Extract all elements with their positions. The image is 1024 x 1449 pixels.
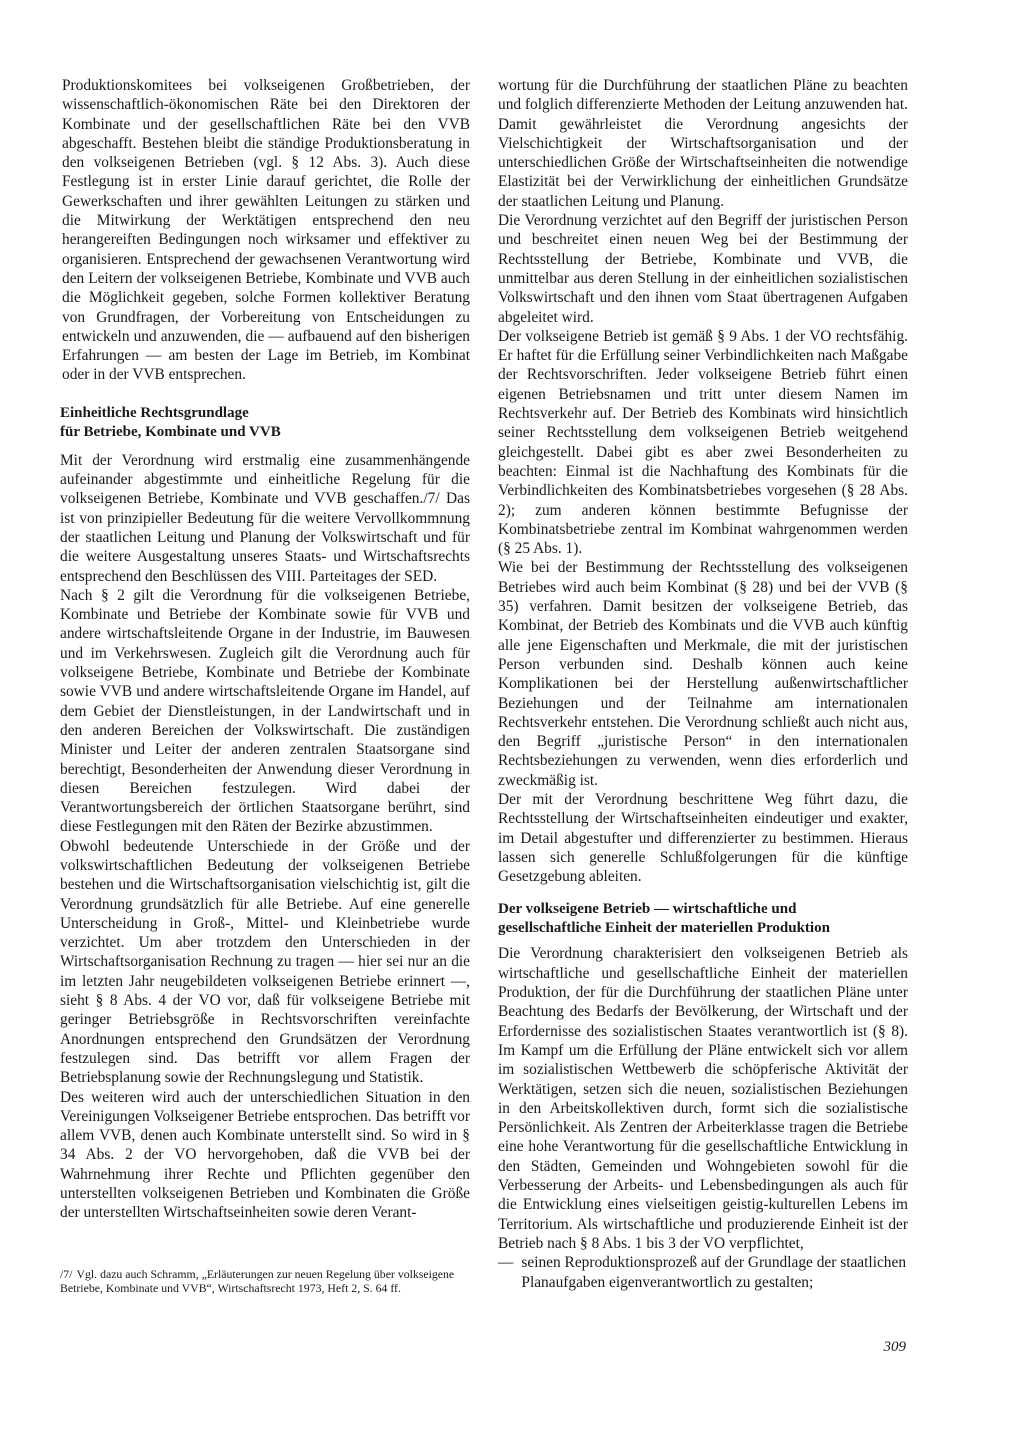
list-item-text: seinen Reproduktionsprozeß auf der Grundlage der staatlichen Planaufgaben eigenverantwortlich zu gestalten; (521, 1254, 907, 1291)
spacer (60, 442, 470, 451)
paragraph: Des weiteren wird auch der unterschiedlichen Situation in den Vereinigungen Volkseigener Betriebe entsprochen. Das betrifft vor allem VVB, denen auch Kombinate unterstellt sind. So wird in § 34 Abs. 2 der VO hervorgehoben, daß die VVB bei der Wahrnehmung ihrer Rechte und Pflichten gegenüber den unterstellten volkseigenen Betrieben und Kombinaten die Größe der unterstellten Wirtschaftseinheiten sowie deren Verant- (60, 1088, 470, 1222)
paragraph: Der volkseigene Betrieb ist gemäß § 9 Abs. 1 der VO rechtsfähig. Er haftet für die Erfüllung seiner Verbindlichkeiten nach Maßgabe der Rechtsvorschriften. Jeder volkseigene Betrieb führt einen eigenen Betriebsnamen und tritt unter diesem Namen im Rechtsverkehr auf. Der Betrieb des Kombinats wird hinsichtlich seiner Rechtsstellung dem volkseigenen Betrieb weitgehend gleichgestellt. Dabei gibt es aber zwei Besonderheiten zu beachten: Einmal ist die Nachhaftung des Kombinats für die Verbindlichkeiten des Kombinatsbetriebes vorgesehen (§ 28 Abs. 2); zum anderen können bestimmte Befugnisse der Kombinatsbetriebe zentral im Kombinat wahrgenommen werden (§ 25 Abs. 1). (498, 327, 908, 558)
paragraph: wortung für die Durchführung der staatlichen Pläne zu beachten und folglich differenzierte Methoden der Leitung anzuwenden hat. Damit gewährleistet die Verordnung angesichts der Vielschichtigkeit der Wirtschaftsorganisation und der unterschiedlichen Größe der Wirtschaftseinheiten die notwendige Elastizität bei der Verwirklichung der einheitlichen Grundsätze der staatlichen Leitung und Planung. (498, 77, 908, 210)
paragraph: Wie bei der Bestimmung der Rechtsstellung des volkseigenen Betriebes wird auch beim Kombinat (§ 28) und bei der VVB (§ 35) verfahren. Damit besitzen der volkseigene Betrieb, das Kombinat, der Betrieb des Kombinats und die VVB auch künftig alle jene Eigenschaften und Merkmale, die mit der juristischen Person verbunden sind. Deshalb können auch keine Komplikationen bei der Herstellung außenwirtschaftlicher Beziehungen und der Teilnahme am internationalen Rechtsverkehr entstehen. Die Verordnung schließt auch nicht aus, den Begriff „juristische Person“ in den internationalen Rechtsbeziehungen zu verwenden, wenn dies erforderlich und zweckmäßig ist. (498, 559, 908, 789)
paragraph: Obwohl bedeutende Unterschiede in der Größe und der volkswirtschaftlichen Bedeutung der volkseigenen Betriebe bestehen und die Wirtschaftsorganisation vielschichtig ist, gilt die Verordnung grundsätzlich für alle Betriebe. Auf eine generelle Unterscheidung in Groß-, Mittel- und Kleinbetriebe wurde verzichtet. Um aber trotzdem den Unterschieden in der Wirtschaftsorganisation Rechnung zu tragen — hier sei nur an die im letzten Jahr neugebildeten volkseigenen Betriebe erinnert —, sieht § 8 Abs. 4 der VO vor, daß für volkseigene Betriebe mit geringer Betriebsgröße in Rechtsvorschriften vereinfachte Anordnungen entsprechend den Grundsätzen der Verordnung festzulegen sind. Das betrifft vor allem Fragen der Betriebsplanung sowie der Rechnungslegung und Statistik. (60, 837, 470, 1087)
section-heading-line: gesellschaftliche Einheit der materiellen Produktion (498, 920, 830, 937)
list-dash: — (498, 1254, 514, 1272)
paragraph: Die Verordnung charakterisiert den volkseigenen Betrieb als wirtschaftliche und gesellschaftliche Einheit der materiellen Produktion, der für die Durchführung der staatlichen Pläne unter Beachtung des Bedarfs der Bevölkerung, der Wirtschaft und der Erfordernisse des sozialistischen Staates verantwortlich ist (§ 8). Im Kampf um die Erfüllung der Pläne entwickelt sich vor allem im sozialistischen Wettbewerb die schöpferische Aktivität der Werktätigen, setzen sich die neuen, sozialistischen Beziehungen in den Arbeitskollektiven durch, formt sich die sozialistische Persönlichkeit. Als Zentren der Arbeiterklasse tragen die Betriebe eine hohe Verantwortung für die gesellschaftliche Entwicklung in den Städten, Gemeinden und Wohngebieten sowohl für die Verbesserung der Arbeits- und Lebensbedingungen als auch für die Entwicklung eines vielseitigen geistig-kulturellen Lebens im Territorium. Als wirtschaftliche und produzierende Einheit ist der Betrieb nach § 8 Abs. 1 bis 3 der VO verpflichtet, (498, 945, 908, 1252)
footnote-text: Vgl. dazu auch Schramm, „Erläuterungen zur neuen Regelung über volkseigene Betriebe, Kombinate und VVB“, Wirtschaftsrecht 1973, Heft 2, S. 64 ff. (60, 1267, 455, 1295)
paragraph: Produktionskomitees bei volkseigenen Großbetrieben, der wissenschaftlich-ökonomischen Räte bei den Direktoren der Kombinate und der gesellschaftlichen Räte bei den VVB abgeschafft. Bestehen bleibt die ständige Produktionsberatung in den volkseigenen Betrieben (vgl. § 12 Abs. 3). Auch diese Festlegung ist in erster Linie darauf gerichtet, die Rolle der Gewerkschaften und ihrer gewählten Leitungen zu stärken und die Mitwirkung der Werktätigen entsprechend den neu herangereiften Bedingungen noch wirksamer und effektiver zu organisieren. Entsprechend der gewachsenen Verantwortung wird den Leitern der volkseigenen Betriebe, Kombinate und VVB auch die Möglichkeit gegeben, solche Formen kollektiver Beratung von Grundfragen, der Vorbereitung von Entscheidungen zu entwickeln und anzuwenden, die — aufbauend auf den bisherigen Erfahrungen — am besten der Lage im Betrieb, im Kombinat oder in der VVB entsprechen. (62, 77, 470, 384)
page-number: 309 (883, 1339, 906, 1355)
footnote (60, 1267, 470, 1295)
spacer (60, 385, 470, 404)
section-heading-line: Einheitliche Rechtsgrundlage (60, 404, 249, 421)
left-column (60, 76, 470, 1223)
paragraph: Mit der Verordnung wird erstmalig eine zusammenhängende aufeinander abgestimmte und einheitliche Regelung für die volkseigenen Betriebe, Kombinate und VVB geschaffen./7/ Das ist von prinzipieller Bedeutung für die weitere Vervollkommnung der staatlichen Leitung und Planung der Volkswirtschaft und für die weitere Ausgestaltung unseres Staats- und Wirtschaftsrechts entsprechend den Beschlüssen des VIII. Parteitages der SED. (60, 451, 470, 585)
paragraph: Nach § 2 gilt die Verordnung für die volkseigenen Betriebe, Kombinate und Betriebe der Kombinate sowie für VVB und andere wirtschaftsleitende Organe in der Industrie, im Bauwesen und im Verkehrswesen. Zugleich gilt die Verordnung auch für volkseigene Betriebe, Kombinate und Betriebe der Kombinate sowie VVB und andere wirtschaftsleitende Organe im Handel, auf dem Gebiet der Dienstleistungen, in der Landwirtschaft und in den anderen Bereichen der Volkswirtschaft. Die zuständigen Minister und Leiter der anderen zentralen Staatsorgane sind berechtigt, Besonderheiten der Anwendung dieser Verordnung in diesen Bereichen festzulegen. Wird dabei der Verantwortungsbereich der örtlichen Staatsorgane berührt, sind diese Festlegungen mit den Räten der Bezirke abzustimmen. (60, 586, 470, 836)
section-heading-line: Der volkseigene Betrieb — wirtschaftliche und (498, 901, 797, 918)
list-item (498, 1253, 908, 1292)
footnote-marker: /7/ (60, 1267, 73, 1281)
paragraph: Die Verordnung verzichtet auf den Begriff der juristischen Person und beschreitet einen neuen Weg bei der Bestimmung der Rechtsstellung der Betriebe, Kombinate und VVB, die unmittelbar aus deren Stellung in der einheitlichen sozialistischen Volkswirtschaft und den ihnen vom Staat übertragenen Aufgaben abgeleitet wird. (498, 212, 908, 326)
section-heading-line: für Betriebe, Kombinate und VVB (60, 423, 281, 440)
right-column (498, 76, 908, 1292)
paragraph: Der mit der Verordnung beschrittene Weg führt dazu, die Rechtsstellung der Wirtschaftseinheiten eindeutiger und exakter, im Detail abgestufter und differenzierter zu bestimmen. Hieraus lassen sich generelle Schlußfolgerungen für die künftige Gesetzgebung ableiten. (498, 790, 908, 886)
spacer (498, 886, 908, 900)
